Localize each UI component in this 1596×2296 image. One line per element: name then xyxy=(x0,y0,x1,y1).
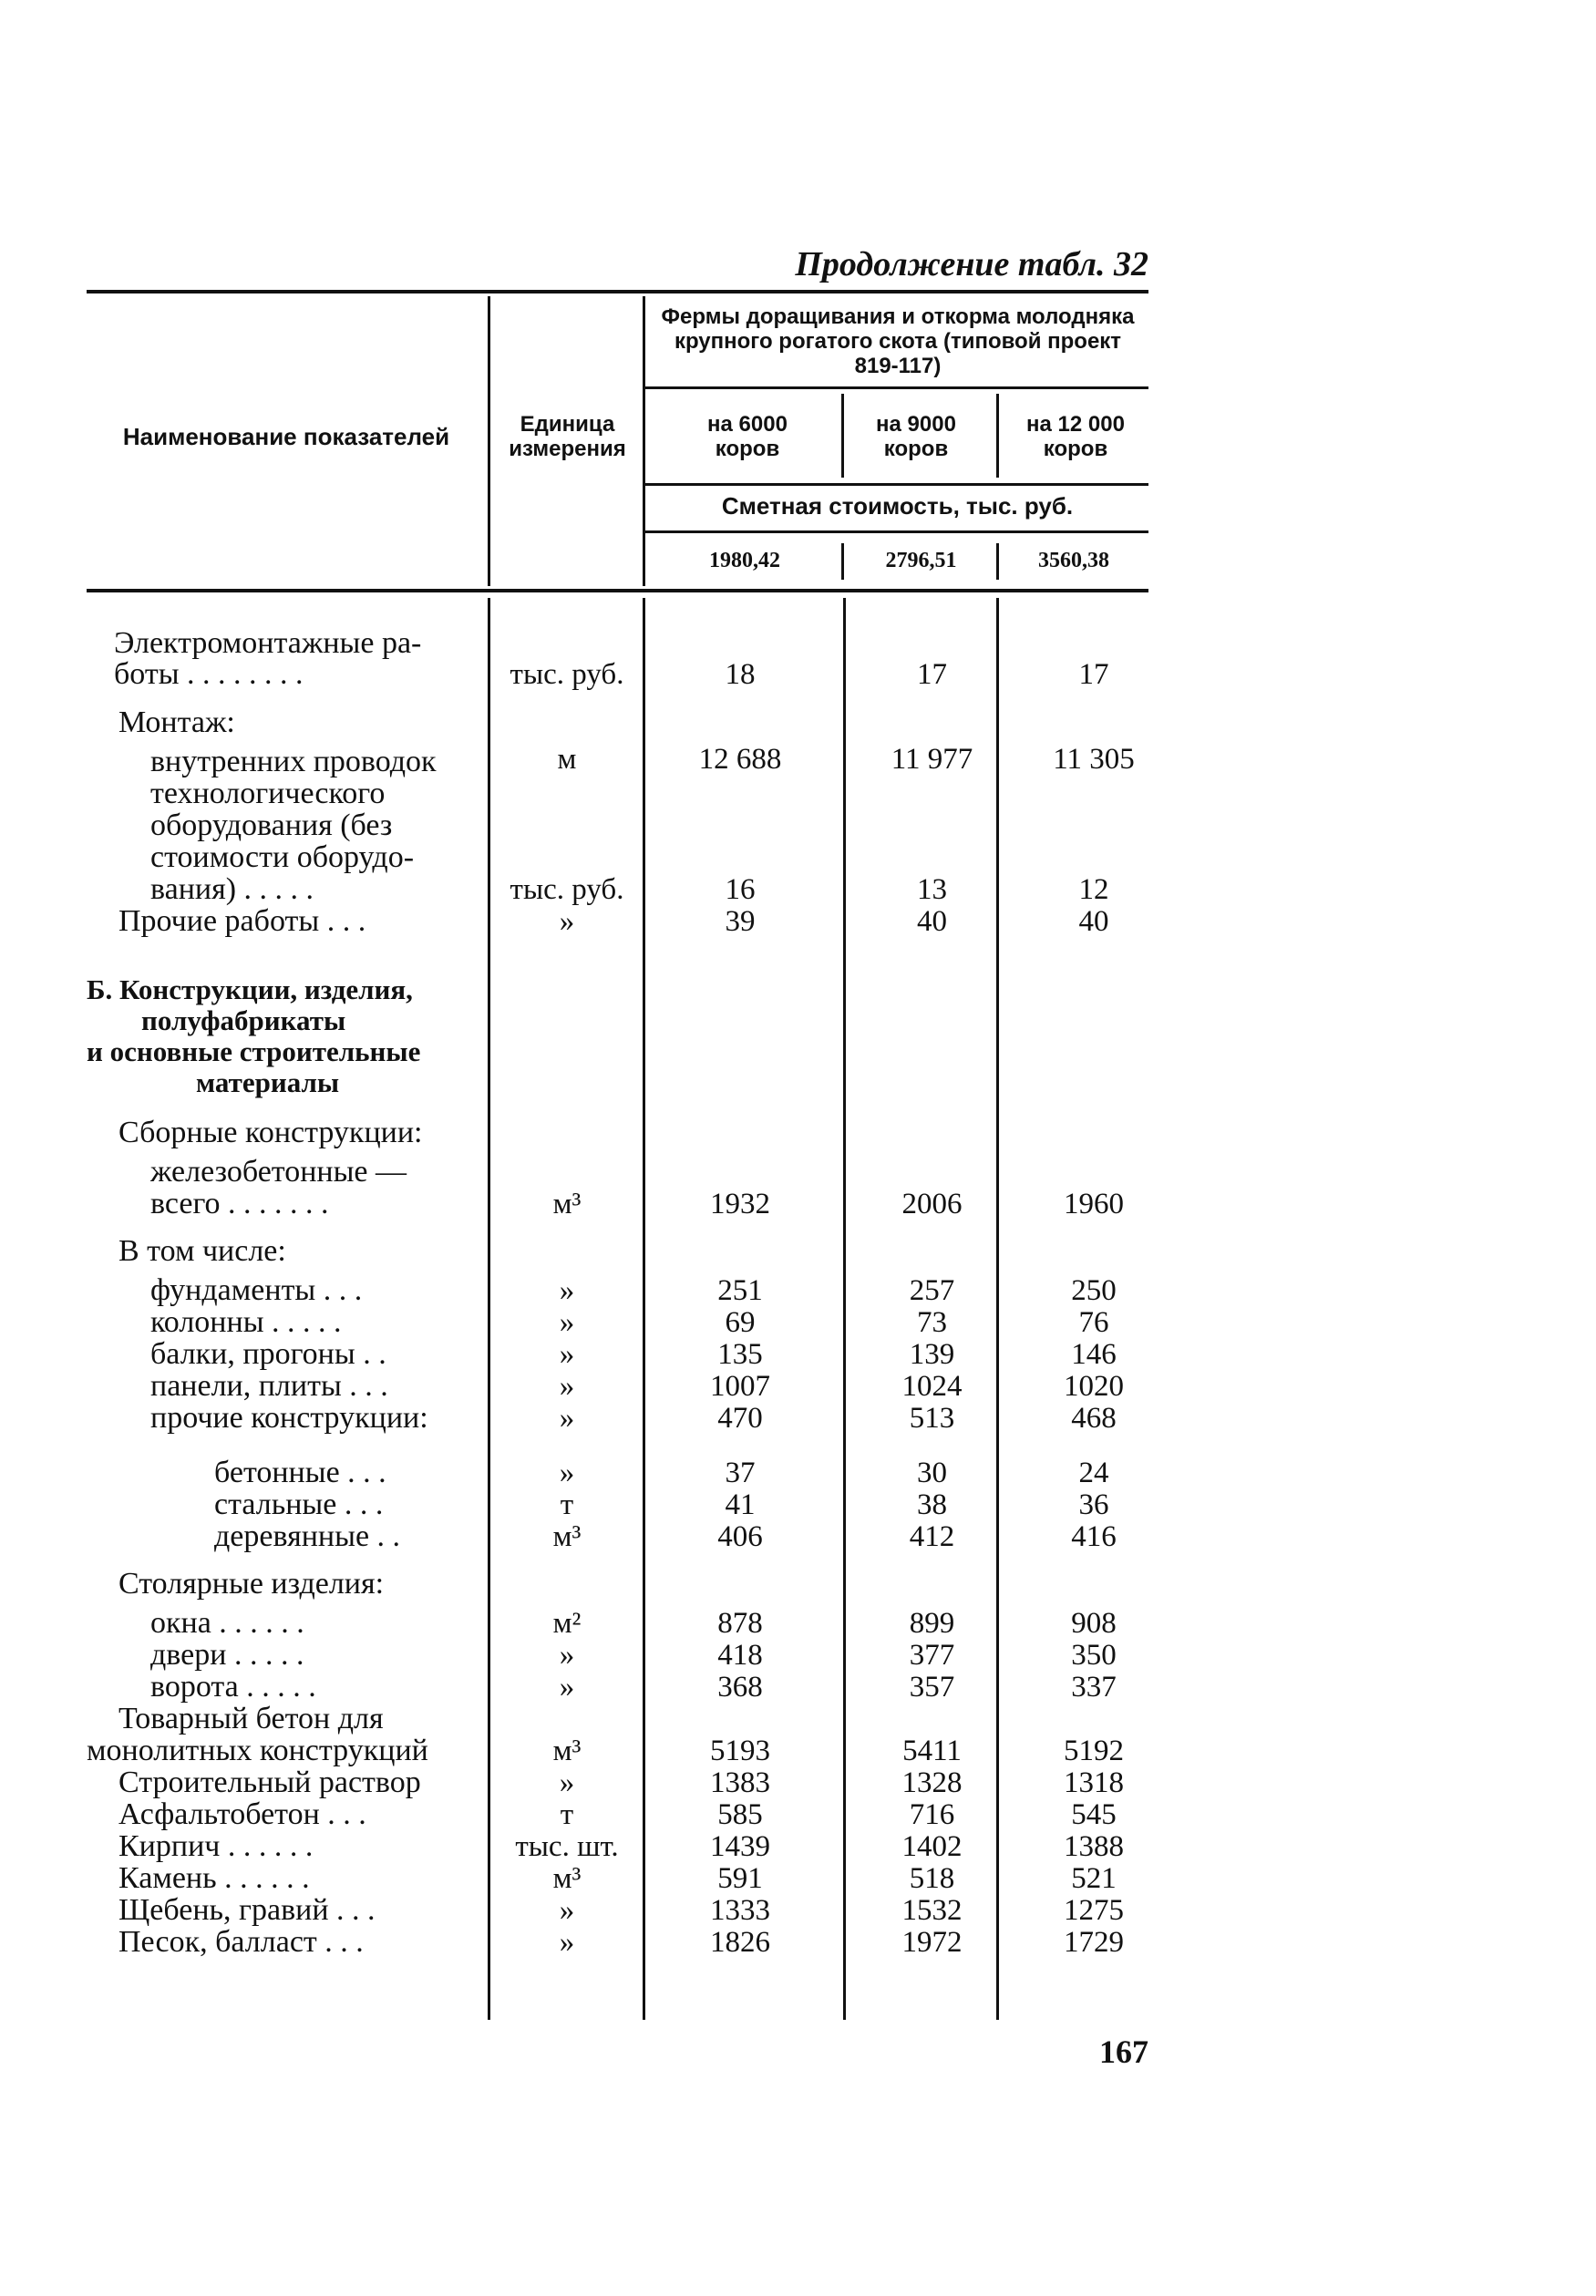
row-other-constructions-v3: 468 xyxy=(1071,1402,1117,1435)
section-b-title-a: Б. Конструкции, изделия, xyxy=(87,973,413,1005)
row-rc-total-v2: 2006 xyxy=(901,1188,963,1220)
label-montage: Монтаж: xyxy=(118,705,235,739)
row-wooden-name: деревянные . . xyxy=(214,1519,401,1553)
header-sub-9000: на 9000 коров xyxy=(876,412,956,461)
row-windows-unit: м² xyxy=(552,1607,582,1640)
row-gates-v3: 337 xyxy=(1071,1671,1117,1704)
row-brick-v2: 1402 xyxy=(901,1830,963,1863)
row-columns-v2: 73 xyxy=(917,1306,947,1339)
row-steel-v2: 38 xyxy=(917,1488,947,1521)
row-concrete-v2: 30 xyxy=(917,1457,947,1489)
row-wooden-v1: 406 xyxy=(717,1520,763,1553)
header-vrule-3 xyxy=(841,394,844,478)
header-cost-label: Сметная стоимость, тыс. руб. xyxy=(721,492,1074,520)
row-sand-v3: 1729 xyxy=(1064,1926,1124,1959)
row-stone-v3: 521 xyxy=(1071,1862,1117,1895)
row-concrete-unit: » xyxy=(559,1457,575,1489)
row-columns-v1: 69 xyxy=(725,1306,756,1339)
row-wiring-cost-v2: 13 xyxy=(917,873,947,906)
row-wiring-v2: 11 977 xyxy=(891,743,973,776)
row-other-constructions-unit: » xyxy=(559,1402,575,1435)
row-concrete-name: бетонные . . . xyxy=(214,1456,386,1489)
header-sub-6000: на 6000 коров xyxy=(707,412,788,461)
row-other-works-v3: 40 xyxy=(1078,905,1109,938)
row-windows-v2: 899 xyxy=(909,1607,955,1640)
row-other-works-v1: 39 xyxy=(725,905,756,938)
row-other-constructions-name: прочие конструкции: xyxy=(150,1401,428,1435)
body-vrule-2 xyxy=(643,598,645,2020)
row-gates-unit: » xyxy=(559,1671,575,1704)
row-ready-mix-v2: 5411 xyxy=(902,1735,962,1767)
row-electro-v3: 17 xyxy=(1078,658,1109,691)
row-rc-total-v1: 1932 xyxy=(710,1188,770,1220)
row-beams-v2: 139 xyxy=(909,1338,955,1371)
row-mortar-v1: 1383 xyxy=(710,1766,770,1799)
row-stone-v2: 518 xyxy=(909,1862,955,1895)
body-vrule-1 xyxy=(488,598,490,2020)
row-rc-total-unit: м³ xyxy=(552,1188,582,1220)
row-wiring-cost-name-b: стоимости оборудо- xyxy=(150,840,415,874)
header-vrule-5 xyxy=(841,543,844,580)
row-stone-v1: 591 xyxy=(717,1862,763,1895)
row-mortar-unit: » xyxy=(559,1766,575,1799)
row-doors-v2: 377 xyxy=(909,1639,955,1672)
row-wooden-v2: 412 xyxy=(909,1520,955,1553)
row-brick-v3: 1388 xyxy=(1064,1830,1124,1863)
row-wiring-v3: 11 305 xyxy=(1053,743,1135,776)
row-ready-mix-unit: м³ xyxy=(552,1735,582,1767)
row-steel-v1: 41 xyxy=(725,1488,756,1521)
row-wiring-name-a: внутренних проводок xyxy=(150,745,437,778)
row-panels-name: панели, плиты . . . xyxy=(150,1369,388,1403)
row-panels-unit: » xyxy=(559,1370,575,1403)
row-wiring-unit: м xyxy=(557,743,577,776)
row-foundations-v2: 257 xyxy=(909,1274,955,1307)
label-including: В том числе: xyxy=(118,1234,286,1268)
row-beams-unit: » xyxy=(559,1338,575,1371)
row-mortar-v2: 1328 xyxy=(901,1766,963,1799)
header-vrule-4 xyxy=(996,394,999,478)
row-beams-v1: 135 xyxy=(717,1338,763,1371)
header-vrule-2 xyxy=(643,296,645,586)
row-ready-mix-v3: 5192 xyxy=(1064,1735,1124,1767)
section-b-title-b: полуфабрикаты xyxy=(141,1004,346,1036)
row-wiring-cost-unit: тыс. руб. xyxy=(510,873,624,906)
row-rc-total-name-a: железобетонные — xyxy=(150,1155,407,1189)
row-wiring-cost-name-c: вания) . . . . . xyxy=(150,872,314,906)
row-asphalt-v3: 545 xyxy=(1071,1798,1117,1831)
row-gravel-v3: 1275 xyxy=(1064,1894,1124,1927)
row-brick-name: Кирпич . . . . . . xyxy=(118,1829,314,1863)
header-vrule-1 xyxy=(488,296,490,586)
row-wiring-v1: 12 688 xyxy=(698,743,782,776)
row-electro-v1: 18 xyxy=(725,658,756,691)
row-rc-total-name-b: всего . . . . . . . xyxy=(150,1187,329,1220)
row-ready-mix-name-a: Товарный бетон для xyxy=(118,1702,384,1735)
row-electro-name-b: боты . . . . . . . . xyxy=(114,657,304,691)
row-steel-name: стальные . . . xyxy=(214,1488,384,1521)
row-foundations-v3: 250 xyxy=(1071,1274,1117,1307)
header-cost-1: 1980,42 xyxy=(709,549,780,572)
row-electro-v2: 17 xyxy=(917,658,947,691)
row-ready-mix-name-b: монолитных конструкций xyxy=(87,1734,428,1767)
table-continuation-caption: Продолжение табл. 32 xyxy=(795,245,1148,283)
section-b-title-d: материалы xyxy=(196,1066,340,1098)
row-stone-unit: м³ xyxy=(552,1862,582,1895)
row-panels-v1: 1007 xyxy=(710,1370,770,1403)
page-number: 167 xyxy=(1099,2033,1148,2070)
row-gravel-name: Щебень, гравий . . . xyxy=(118,1893,376,1927)
row-other-works-v2: 40 xyxy=(917,905,947,938)
section-b-title-c: и основные строительные xyxy=(87,1035,421,1067)
row-windows-name: окна . . . . . . xyxy=(150,1606,304,1640)
row-wooden-unit: м³ xyxy=(552,1520,582,1553)
row-foundations-v1: 251 xyxy=(717,1274,763,1307)
row-asphalt-unit: т xyxy=(560,1798,574,1831)
row-ready-mix-v1: 5193 xyxy=(710,1735,770,1767)
row-sand-v2: 1972 xyxy=(901,1926,963,1959)
row-gravel-v2: 1532 xyxy=(901,1894,963,1927)
header-sub-12000: на 12 000 коров xyxy=(1026,412,1125,461)
cost-label-rule xyxy=(645,530,1148,533)
header-cost-3: 3560,38 xyxy=(1038,549,1109,572)
header-cost-2: 2796,51 xyxy=(885,549,957,572)
row-columns-unit: » xyxy=(559,1306,575,1339)
row-gates-v1: 368 xyxy=(717,1671,763,1704)
row-asphalt-name: Асфальтобетон . . . xyxy=(118,1797,366,1831)
row-sand-name: Песок, балласт . . . xyxy=(118,1925,364,1959)
row-gravel-unit: » xyxy=(559,1894,575,1927)
row-concrete-v3: 24 xyxy=(1078,1457,1109,1489)
label-prefab: Сборные конструкции: xyxy=(118,1116,423,1149)
row-asphalt-v2: 716 xyxy=(909,1798,955,1831)
row-wiring-cost-v1: 16 xyxy=(725,873,756,906)
table-top-rule xyxy=(87,290,1148,293)
row-other-works-unit: » xyxy=(559,905,575,938)
row-columns-v3: 76 xyxy=(1078,1306,1109,1339)
body-vrule-3 xyxy=(843,598,846,2020)
row-wiring-cost-name-a: оборудования (без xyxy=(150,808,393,842)
row-gates-name: ворота . . . . . xyxy=(150,1670,316,1704)
row-brick-unit: тыс. шт. xyxy=(515,1830,619,1863)
row-foundations-unit: » xyxy=(559,1274,575,1307)
row-panels-v3: 1020 xyxy=(1064,1370,1124,1403)
label-joinery: Столярные изделия: xyxy=(118,1567,385,1601)
row-electro-unit: тыс. руб. xyxy=(510,658,624,691)
row-foundations-name: фундаменты . . . xyxy=(150,1273,363,1307)
row-asphalt-v1: 585 xyxy=(717,1798,763,1831)
group-header-rule xyxy=(645,386,1148,389)
header-col-unit: Единица измерения xyxy=(509,412,626,461)
row-beams-name: балки, прогоны . . xyxy=(150,1337,386,1371)
row-windows-v1: 878 xyxy=(717,1607,763,1640)
row-brick-v1: 1439 xyxy=(710,1830,770,1863)
row-steel-v3: 36 xyxy=(1078,1488,1109,1521)
row-electro-name-a: Электромонтажные ра- xyxy=(114,626,422,660)
row-gravel-v1: 1333 xyxy=(710,1894,770,1927)
subcol-header-rule xyxy=(645,483,1148,486)
row-steel-unit: т xyxy=(560,1488,574,1521)
row-mortar-v3: 1318 xyxy=(1064,1766,1124,1799)
row-other-works-name: Прочие работы . . . xyxy=(118,904,366,938)
row-wiring-name-b: технологического xyxy=(150,777,386,810)
row-other-constructions-v2: 513 xyxy=(909,1402,955,1435)
row-doors-v1: 418 xyxy=(717,1639,763,1672)
row-doors-v3: 350 xyxy=(1071,1639,1117,1672)
row-wooden-v3: 416 xyxy=(1071,1520,1117,1553)
row-concrete-v1: 37 xyxy=(725,1457,756,1489)
row-other-constructions-v1: 470 xyxy=(717,1402,763,1435)
row-rc-total-v3: 1960 xyxy=(1064,1188,1124,1220)
row-columns-name: колонны . . . . . xyxy=(150,1305,342,1339)
header-group: Фермы доращивания и откорма молодняка крупного рогатого скота (типовой проект 819-117) xyxy=(661,304,1135,378)
header-bottom-rule xyxy=(87,589,1148,592)
header-col-name: Наименование показателей xyxy=(122,423,450,450)
row-gates-v2: 357 xyxy=(909,1671,955,1704)
row-sand-unit: » xyxy=(559,1926,575,1959)
row-sand-v1: 1826 xyxy=(710,1926,770,1959)
row-panels-v2: 1024 xyxy=(901,1370,963,1403)
row-windows-v3: 908 xyxy=(1071,1607,1117,1640)
row-beams-v3: 146 xyxy=(1071,1338,1117,1371)
row-stone-name: Камень . . . . . . xyxy=(118,1861,310,1895)
row-wiring-cost-v3: 12 xyxy=(1078,873,1109,906)
row-doors-name: двери . . . . . xyxy=(150,1638,304,1672)
row-doors-unit: » xyxy=(559,1639,575,1672)
row-mortar-name: Строительный раствор xyxy=(118,1766,421,1799)
